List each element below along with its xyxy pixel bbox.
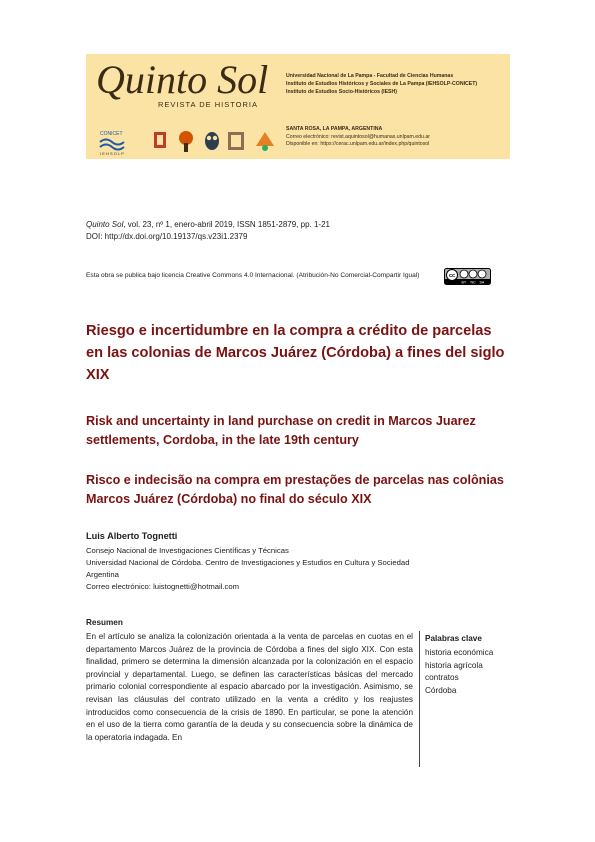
journal-logo-title: Quinto Sol [96,57,269,102]
title-spanish: Riesgo e incertidumbre en la compra a crédito de parcelas en las colonias de Marcos Juárez (Córdoba) a fines del siglo XIX [86,323,505,383]
affiliation-line: Consejo Nacional de Investigaciones Científicas y Técnicas [86,546,289,555]
keywords-heading: Palabras clave [425,634,482,643]
keywords-list [425,647,493,697]
institution-line: Universidad Nacional de La Pampa - Facultad de Ciencias Humanas [286,73,454,79]
abstract-heading: Resumen [86,618,123,627]
journal-logo-subtitle: REVISTA DE HISTORIA [158,100,258,109]
iesh-logo [226,128,248,156]
conicet-logo-text: CONICET [100,131,123,137]
citation-block [86,219,330,243]
citation-details: , vol. 23, nº 1, enero-abril 2019, ISSN 1851-2879, pp. 1-21 [123,220,330,229]
institution-line: Instituto de Estudios Socio-Históricos (IESH) [286,89,397,96]
license-text: Esta obra se publica bajo licencia Creative Commons 4.0 Internacional. (Atribución-No Comercial-Compartir Igual) [86,272,420,279]
keywords-divider [419,631,420,767]
iehsolp-logo-text: I E H S O L P [100,151,124,156]
svg-text:cc: cc [449,273,456,280]
title-portuguese: Risco e indecisão na compra em prestações de parcelas nas colônias Marcos Juárez (Córdoba) no final do século XIX [86,473,504,506]
citation-journal: Quinto Sol [86,220,124,229]
cc-by-label: BY [461,280,467,285]
city-line: SANTA ROSA, LA PAMPA, ARGENTINA [286,126,383,132]
partner-logos [98,128,278,156]
affiliation-line: Universidad Nacional de Córdoba. Centro de Investigaciones y Estudios en Cultura y Sociedad [86,558,410,567]
keyword-item: historia económica [425,648,494,657]
institutions-block [286,72,477,97]
title-english: Risk and uncertainty in land purchase on credit in Marcos Juarez settlements, Cordoba, in the late 19th century [86,414,476,447]
keyword-item: Córdoba [425,685,457,695]
unlpam-logo [150,128,170,156]
journal-banner [86,54,510,159]
address-block [286,126,430,149]
conicet-logo [98,128,142,156]
keyword-item: historia agrícola [425,660,483,670]
institution-line: Instituto de Estudios Históricos y Sociales de La Pampa (IEHSOLP-CONICET) [286,81,478,88]
web-link[interactable]: Disponible en: https://cerac.unlpam.edu.ar/index.php/quintosol [286,141,430,148]
affiliation-line: Argentina [86,570,119,579]
abstract-body: En el artículo se analiza la colonización orientada a la venta de parcelas en cuotas en el departamento Marcos Juárez de la provincia de Córdoba a fines del siglo XIX. Con esta finalidad, primero se determina la dimensión alcanzada por la colonización en el espacio provincial y departamental. Luego, se definen las características básicas del mercado primario colonial correspondiente al espacio abarcado por la investigación. Asimismo, se revisan las cláusulas del contrato utilizado en la venta a crédito y los reajustes introducidos como consecuencia de la crisis de 1890. En particular, se pone la atención en el uso de la tierra como garantía de la deuda y su consecuencia sobre la dinámica de la operatoria indagada. En [86,632,413,742]
cc-nc-label: NC [470,280,476,285]
author-affiliations [86,545,410,593]
owl-logo [202,128,222,156]
author-email[interactable]: Correo electrónico: luistognetti@hotmail.com [86,582,240,591]
bird-logo [252,128,278,156]
email-line: Correo electrónico: revist.aquintosol@humanas.unlpam.edu.ar [286,133,430,140]
iehsolp-logo [174,128,198,156]
citation-line [86,219,330,231]
keyword-item: contratos [425,673,459,683]
creative-commons-badge-icon[interactable] [444,268,491,285]
cc-sa-label: SA [479,280,485,285]
doi-link[interactable]: DOI: http://dx.doi.org/10.19137/qs.v23i1.2379 [86,232,248,241]
author-name: Luis Alberto Tognetti [86,531,178,541]
